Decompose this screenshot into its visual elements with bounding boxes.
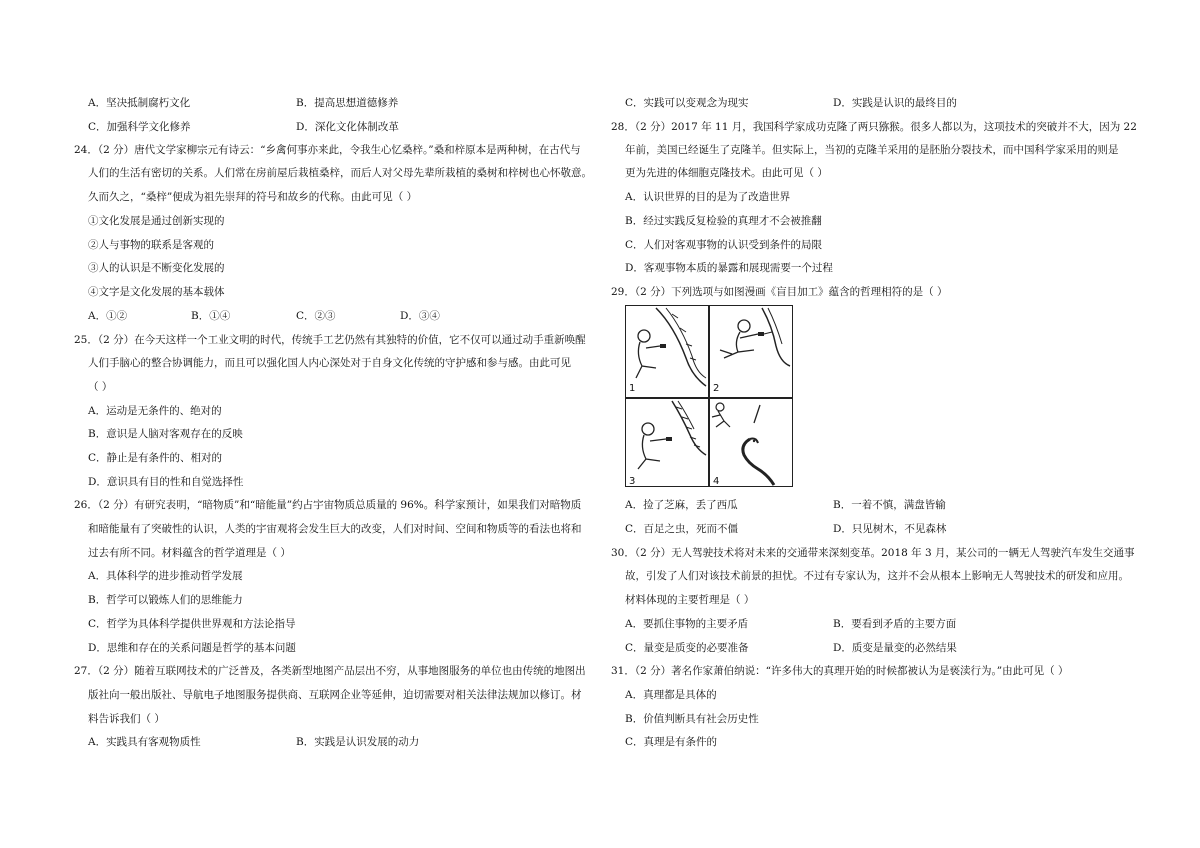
- q25-option-c: C．静止是有条件的、相对的: [88, 452, 223, 464]
- q23-option-c: C．加强科学文化修养: [88, 121, 191, 133]
- q26-stem-line-3: 过去有所不同。材料蕴含的哲学道理是（ ）: [88, 547, 291, 559]
- q26-stem-line-2: 和暗能量有了突破性的认识，人类的宇宙观将会发生巨大的改变，人们对时间、空间和物质等的看法也将和: [88, 523, 582, 535]
- q27-option-d: D．实践是认识的最终目的: [833, 97, 957, 109]
- q30-stem-line-3: 材料体现的主要哲理是（ ）: [625, 594, 755, 606]
- q30-option-d: D．质变是量变的必然结果: [833, 642, 957, 654]
- q25-stem-line-3: （ ）: [88, 381, 113, 393]
- q28-option-c: C．人们对客观事物的认识受到条件的局限: [625, 239, 823, 251]
- q24-option-a: A．①②: [88, 310, 128, 322]
- q29-option-a: A．捡了芝麻，丢了西瓜: [625, 499, 738, 511]
- q28-option-b: B．经过实践反复检验的真理才不会被推翻: [625, 215, 822, 227]
- q25-option-d: D．意识具有目的性和自觉选择性: [88, 476, 244, 488]
- q24-stem-line-2: 人们的生活有密切的关系。人们常在房前屋后栽植桑梓，而后人对父母先辈所栽植的桑树和梓树也心怀敬意。: [88, 167, 592, 179]
- comic-panel-3-drawing: [626, 399, 708, 487]
- q29-option-b: B．一着不慎，满盘皆输: [833, 499, 946, 511]
- q23-option-a: A．坚决抵制腐朽文化: [88, 97, 191, 109]
- comic-panel-2-number: 2: [713, 383, 720, 394]
- q24-item-1: ①文化发展是通过创新实现的: [88, 215, 225, 227]
- q24-option-b: B．①④: [191, 310, 231, 322]
- q28-stem-line-1: 28．（2 分）2017 年 11 月，我国科学家成功克隆了两只猕猴。很多人都以为，这项技术的突破并不大，因为 22: [611, 121, 1137, 133]
- q29-stem: 29．（2 分）下列选项与如图漫画《盲目加工》蕴含的哲理相符的是（ ）: [611, 286, 948, 298]
- q27-stem-line-2: 版社向一般出版社、导航电子地图服务提供商、互联网企业等延伸，迫切需要对相关法律法规加以修订。材: [88, 689, 582, 701]
- q30-option-b: B．要看到矛盾的主要方面: [833, 618, 957, 630]
- q31-option-b: B．价值判断具有社会历史性: [625, 713, 759, 725]
- q28-option-a: A．认识世界的目的是为了改造世界: [625, 191, 791, 203]
- q25-stem-line-1: 25．（2 分）在今天这样一个工业文明的时代，传统手工艺仍然有其独特的价值，它不仅可以通过动手重新唤醒: [74, 334, 586, 346]
- q26-option-a: A．具体科学的进步推动哲学发展: [88, 570, 243, 582]
- comic-panel-1-number: 1: [629, 383, 636, 394]
- q23-option-d: D．深化文化体制改革: [296, 121, 399, 133]
- q24-option-c: C．②③: [296, 310, 336, 322]
- q29-option-d: D．只见树木，不见森林: [833, 523, 947, 535]
- q30-stem-line-2: 故，引发了人们对该技术前景的担忧。不过有专家认为，这并不会从根本上影响无人驾驶技术的研发和应用。: [625, 570, 1129, 582]
- q28-option-d: D．客观事物本质的暴露和展现需要一个过程: [625, 262, 833, 274]
- comic-blind-processing: [625, 305, 793, 487]
- q25-option-b: B．意识是人脑对客观存在的反映: [88, 428, 243, 440]
- q25-option-a: A．运动是无条件的、绝对的: [88, 405, 222, 417]
- q26-option-c: C．哲学为具体科学提供世界观和方法论指导: [88, 618, 296, 630]
- q27-option-c: C．实践可以变观念为现实: [625, 97, 749, 109]
- q31-stem: 31．（2 分）著名作家萧伯纳说：“许多伟大的真理开始的时候都被认为是亵渎行为。”由此可见（ ）: [611, 665, 1069, 677]
- comic-panel-1-drawing: [626, 306, 708, 397]
- q24-item-4: ④文字是文化发展的基本载体: [88, 286, 225, 298]
- comic-panel-4-drawing: [710, 399, 792, 487]
- q30-option-a: A．要抓住事物的主要矛盾: [625, 618, 749, 630]
- q26-option-b: B．哲学可以锻炼人们的思维能力: [88, 594, 243, 606]
- q24-item-3: ③人的认识是不断变化发展的: [88, 262, 225, 274]
- comic-panel-4-number: 4: [713, 476, 720, 487]
- q24-stem-line-3: 久而久之，“桑梓”便成为祖先崇拜的符号和故乡的代称。由此可见（ ）: [88, 191, 418, 203]
- q27-option-a: A．实践具有客观物质性: [88, 736, 201, 748]
- comic-panel-3-number: 3: [629, 476, 636, 487]
- comic-panel-2-drawing: [710, 306, 792, 397]
- q27-stem-line-3: 料告诉我们（ ）: [88, 713, 165, 725]
- q31-option-c: C．真理是有条件的: [625, 736, 718, 748]
- q30-option-c: C．量变是质变的必要准备: [625, 642, 749, 654]
- q24-stem-line-1: 24．（2 分）唐代文学家柳宗元有诗云：“乡禽何事亦来此，令我生心忆桑梓。”桑和梓原本是两种树，在古代与: [74, 144, 581, 156]
- q28-stem-line-3: 更为先进的体细胞克隆技术。由此可见（ ）: [625, 167, 828, 179]
- q25-stem-line-2: 人们手脑心的整合协调能力，而且可以强化国人内心深处对于自身文化传统的守护感和参与感。由此可见: [88, 357, 571, 369]
- q26-option-d: D．思维和存在的关系问题是哲学的基本问题: [88, 642, 296, 654]
- q24-item-2: ②人与事物的联系是客观的: [88, 239, 214, 251]
- q27-option-b: B．实践是认识发展的动力: [296, 736, 420, 748]
- q29-option-c: C．百足之虫，死而不僵: [625, 523, 739, 535]
- q31-option-a: A．真理都是具体的: [625, 689, 717, 701]
- q27-stem-line-1: 27．（2 分）随着互联网技术的广泛普及，各类新型地图产品层出不穷，从事地图服务的单位也由传统的地图出: [74, 665, 586, 677]
- q26-stem-line-1: 26．（2 分）有研究表明，“暗物质”和“暗能量”约占宇宙物质总质量的 96%。科学家预计，如果我们对暗物质: [74, 499, 582, 511]
- q30-stem-line-1: 30．（2 分）无人驾驶技术将对未来的交通带来深刻变革。2018 年 3 月，某公司的一辆无人驾驶汽车发生交通事: [611, 547, 1135, 559]
- q24-option-d: D．③④: [400, 310, 440, 322]
- q23-option-b: B．提高思想道德修养: [296, 97, 399, 109]
- q28-stem-line-2: 年前，美国已经诞生了克隆羊。但实际上，当初的克隆羊采用的是胚胎分裂技术，而中国科学家采用的则是: [625, 144, 1119, 156]
